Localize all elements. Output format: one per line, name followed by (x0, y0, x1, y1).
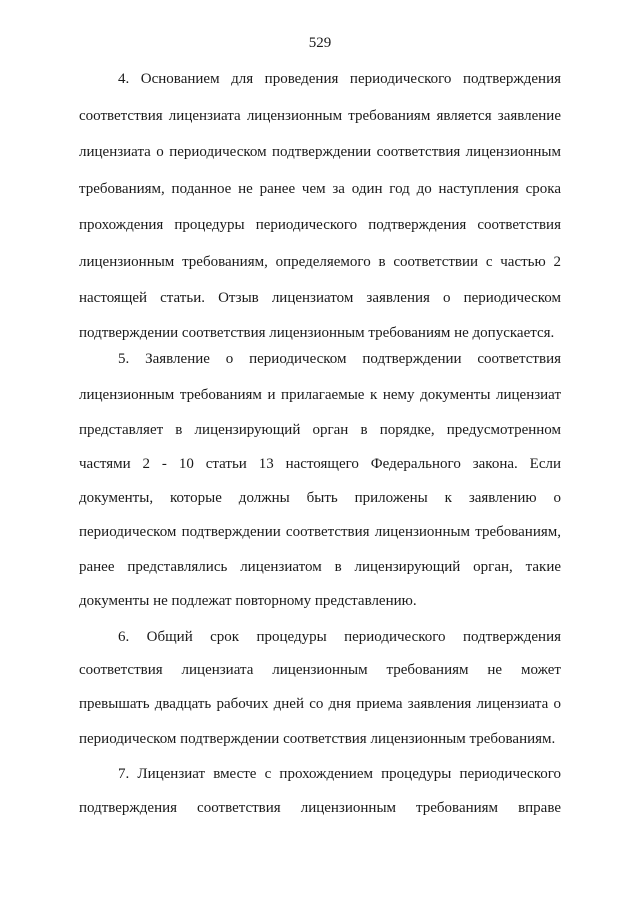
paragraph-4-line-4: требованиям, поданное не ранее чем за один год до наступления срока (79, 181, 561, 197)
paragraph-6-line-3: превышать двадцать рабочих дней со дня приема заявления лицензиата о (79, 696, 561, 712)
page-number: 529 (308, 35, 332, 51)
paragraph-4-line-2: соответствия лицензиата лицензионным требованиям является заявление (79, 108, 561, 124)
paragraph-5-line-8: документы не подлежат повторному представлению. (79, 593, 417, 609)
paragraph-7-line-1: 7. Лицензиат вместе с прохождением процедуры периодического (118, 766, 561, 782)
paragraph-6-line-2: соответствия лицензиата лицензионным требованиям не может (79, 662, 561, 678)
paragraph-4-line-5: прохождения процедуры периодического подтверждения соответствия (79, 217, 561, 233)
paragraph-4-line-6: лицензионным требованиям, определяемого в соответствии с частью 2 (79, 254, 561, 270)
paragraph-5-line-7: ранее представлялись лицензиатом в лицензирующий орган, такие (79, 559, 561, 575)
paragraph-4-line-7: настоящей статьи. Отзыв лицензиатом заявления о периодическом (79, 290, 561, 306)
paragraph-6-line-1: 6. Общий срок процедуры периодического подтверждения (118, 629, 561, 645)
paragraph-4-line-3: лицензиата о периодическом подтверждении соответствия лицензионным (79, 144, 561, 160)
paragraph-4-line-1: 4. Основанием для проведения периодического подтверждения (118, 71, 561, 87)
paragraph-5-line-6: периодическом подтверждении соответствия лицензионным требованиям, (79, 524, 561, 540)
paragraph-5-line-4: частями 2 - 10 статьи 13 настоящего Федерального закона. Если (79, 456, 561, 472)
paragraph-5-line-2: лицензионным требованиям и прилагаемые к нему документы лицензиат (79, 387, 561, 403)
paragraph-7-line-2: подтверждения соответствия лицензионным требованиям вправе (79, 800, 561, 816)
paragraph-6-line-4: периодическом подтверждении соответствия лицензионным требованиям. (79, 731, 556, 747)
paragraph-5-line-3: представляет в лицензирующий орган в порядке, предусмотренном (79, 422, 561, 438)
paragraph-4-line-8: подтверждении соответствия лицензионным требованиям не допускается. (79, 325, 555, 341)
paragraph-5-line-1: 5. Заявление о периодическом подтверждении соответствия (118, 351, 561, 367)
paragraph-5-line-5: документы, которые должны быть приложены к заявлению о (79, 490, 561, 506)
